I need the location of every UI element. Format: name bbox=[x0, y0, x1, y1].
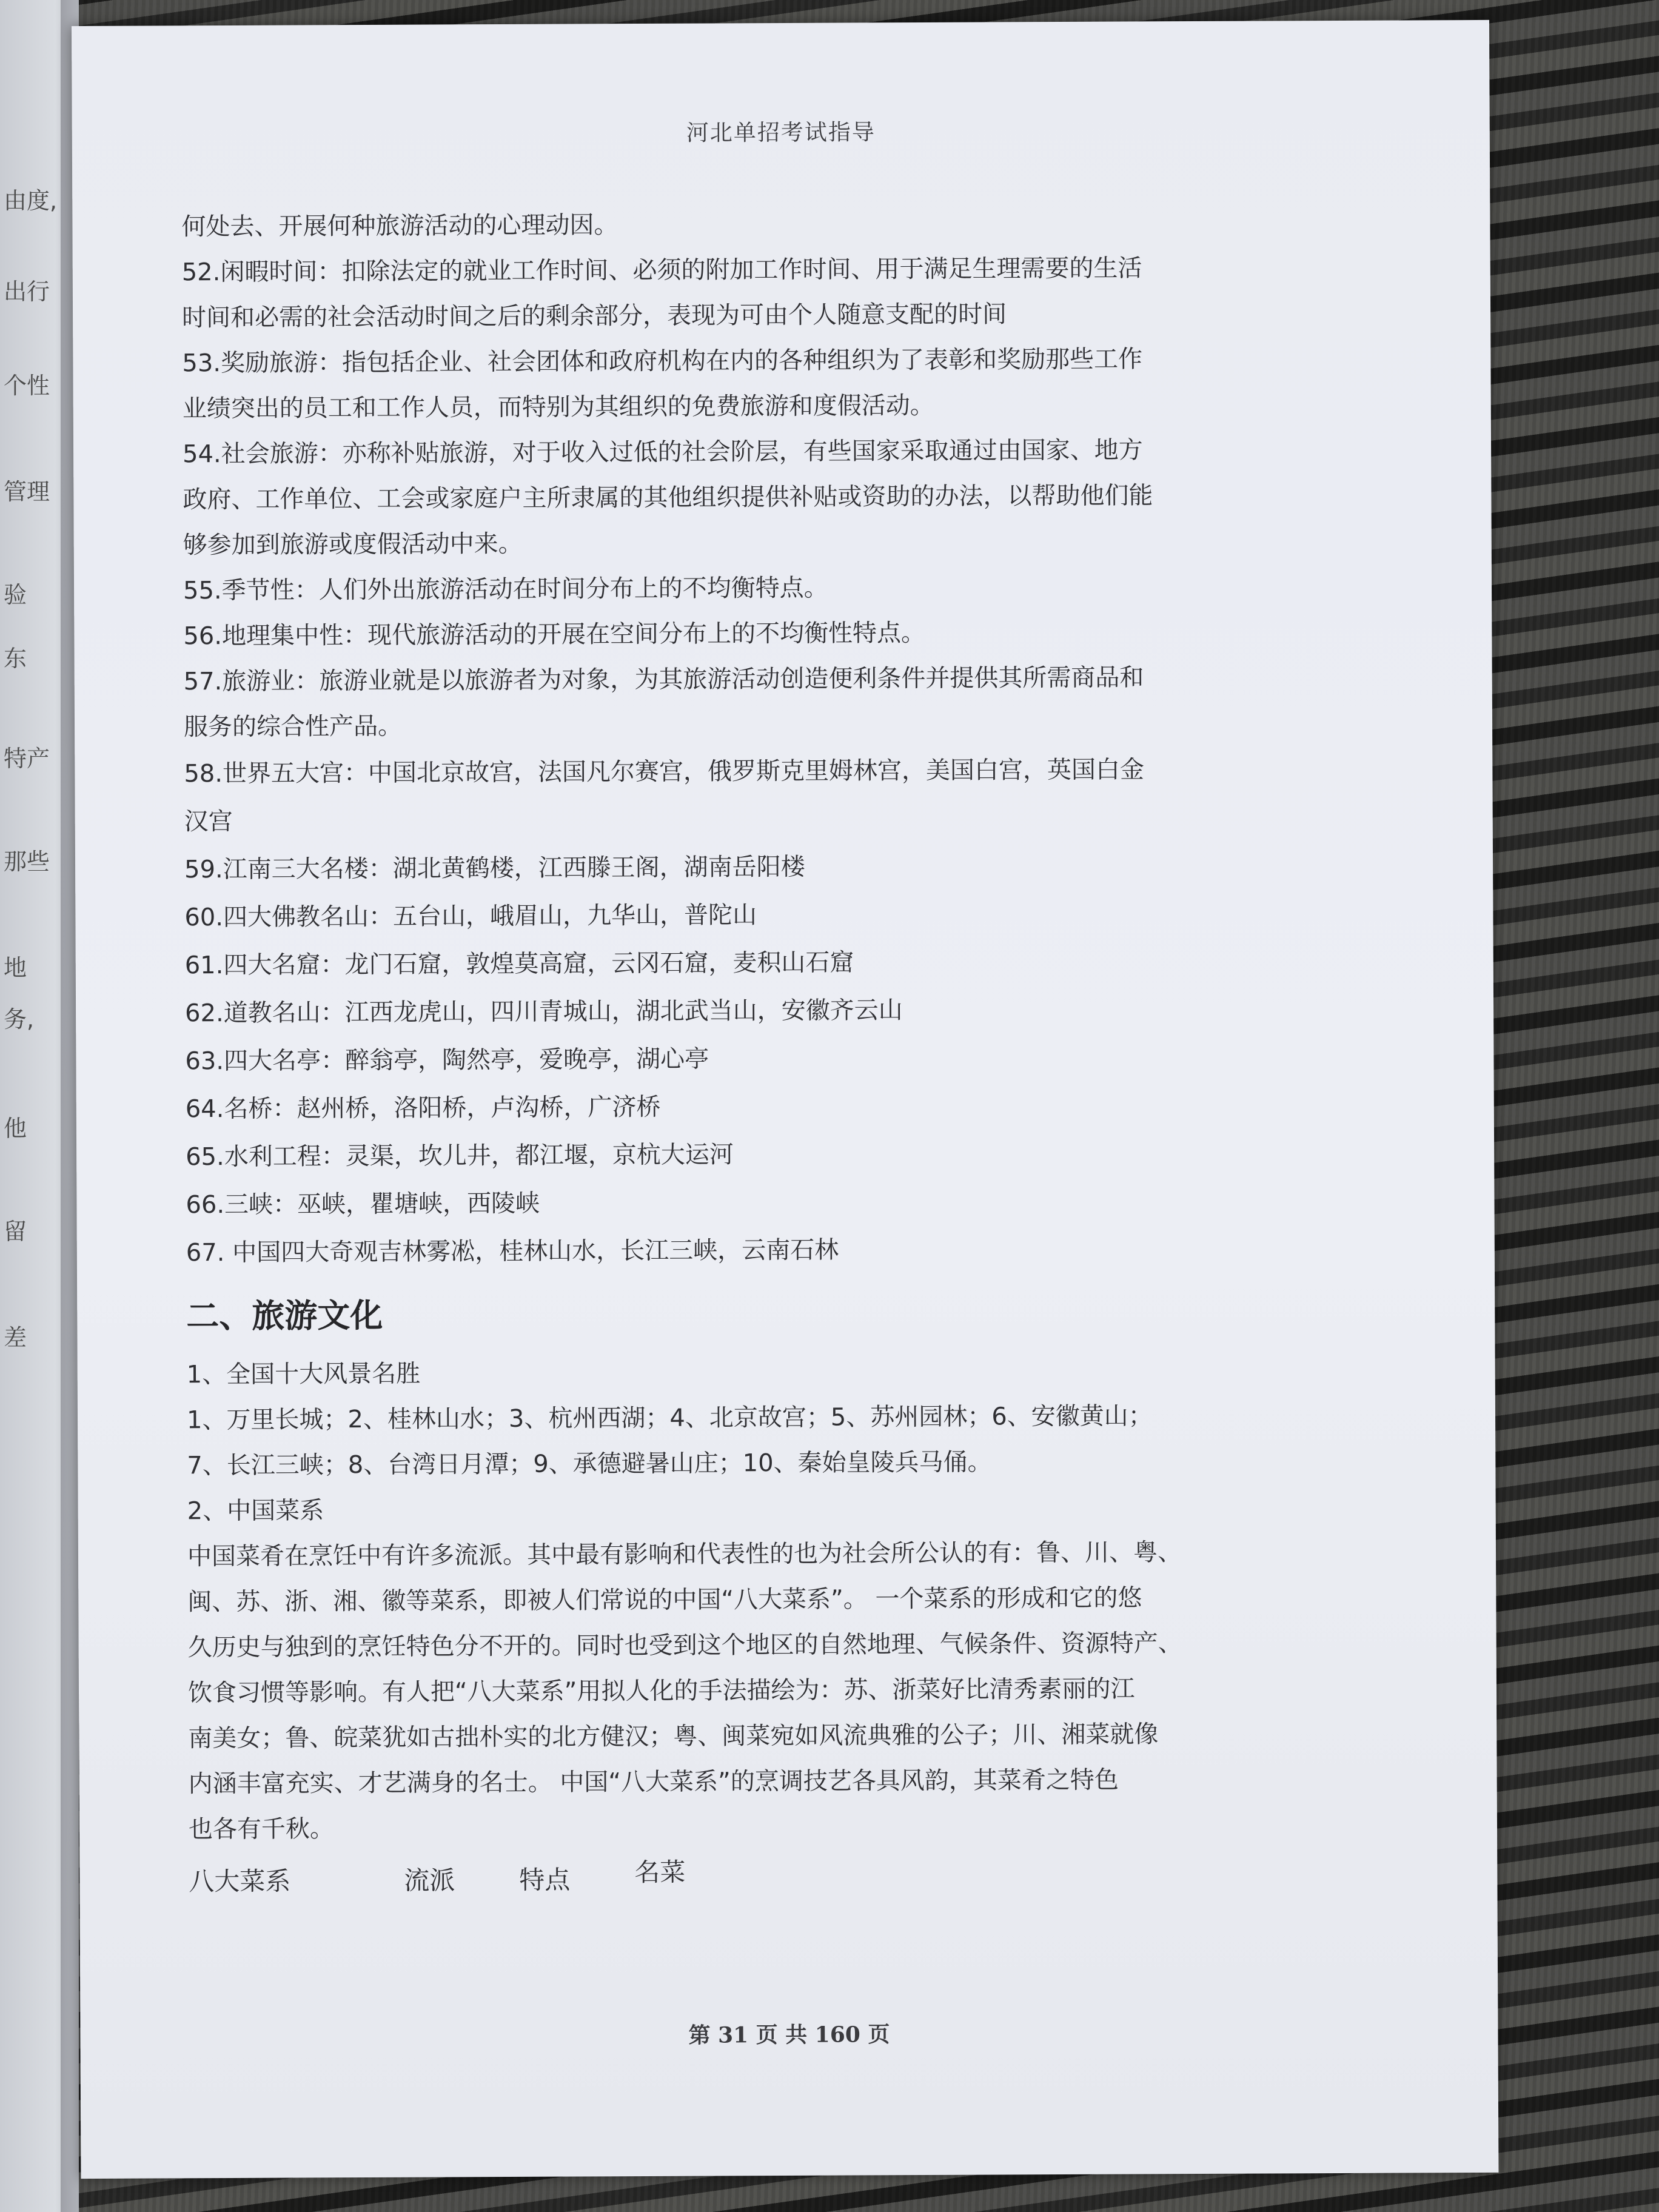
text-line: 够参加到旅游或度假活动中来。 bbox=[183, 529, 523, 560]
page-number-footer: 第 31 页 共 160 页 bbox=[688, 2022, 890, 2048]
left-page-fragment: 留 bbox=[4, 1218, 27, 1245]
left-page-fragment: 验 bbox=[4, 581, 27, 608]
text-line: 1、万里长城；2、桂林山水；3、杭州西湖；4、北京故宫；5、苏州园林；6、安徽黄山； bbox=[186, 1402, 1153, 1435]
left-page-fragment: 务, bbox=[4, 1006, 35, 1033]
left-page-fragment: 东 bbox=[4, 645, 27, 672]
text-line: 60.四大佛教名山：五台山，峨眉山，九华山，普陀山 bbox=[184, 901, 757, 932]
text-line: 55.季节性：人们外出旅游活动在时间分布上的不均衡特点。 bbox=[183, 574, 828, 605]
text-line: 中国菜肴在烹饪中有许多流派。其中最有影响和代表性的也为社会所公认的有：鲁、川、粤、 bbox=[187, 1538, 1182, 1571]
text-line: 65.水利工程：灵渠，坎儿井，都江堰，京杭大运河 bbox=[186, 1141, 734, 1171]
left-page-fragment: 管理 bbox=[4, 478, 50, 505]
text-line: 67. 中国四大奇观吉林雾凇，桂林山水，长江三峡，云南石林 bbox=[186, 1236, 839, 1267]
left-page-fragment: 出行 bbox=[4, 278, 50, 305]
text-line: 53.奖励旅游：指包括企业、社会团体和政府机构在内的各种组织为了表彰和奖励那些工作 bbox=[182, 345, 1143, 378]
text-line: 63.四大名亭：醉翁亭，陶然亭，爱晚亭，湖心亭 bbox=[185, 1045, 709, 1076]
text-line: 久历史与独到的烹饪特色分不开的。同时也受到这个地区的自然地理、气候条件、资源特产、 bbox=[187, 1629, 1182, 1662]
text-line: 何处去、开展何种旅游活动的心理动因。 bbox=[181, 211, 618, 241]
left-page-fragment: 由度, bbox=[4, 187, 58, 214]
text-line: 汉宫 bbox=[184, 807, 233, 836]
text-line: 2、中国菜系 bbox=[187, 1496, 324, 1526]
text-line: 57.旅游业：旅游业就是以旅游者为对象，为其旅游活动创造便利条件并提供其所需商品和 bbox=[183, 663, 1144, 696]
text-line: 闽、苏、浙、湘、徽等菜系，即被人们常说的中国“八大菜系”。 一个菜系的形成和它的悠 bbox=[187, 1584, 1142, 1617]
text-line: 52.闲暇时间：扣除法定的就业工作时间、必须的附加工作时间、用于满足生理需要的生活 bbox=[181, 254, 1142, 287]
left-page-fragment: 他 bbox=[4, 1115, 27, 1142]
column-header: 名菜 bbox=[634, 1857, 686, 1888]
left-page-fragment: 差 bbox=[4, 1324, 27, 1351]
text-line: 7、长江三峡；8、台湾日月潭；9、承德避暑山庄；10、秦始皇陵兵马俑。 bbox=[187, 1448, 992, 1480]
text-line: 时间和必需的社会活动时间之后的剩余部分，表现为可由个人随意支配的时间 bbox=[182, 300, 1007, 332]
left-page-fragment: 那些 bbox=[4, 848, 50, 875]
text-line: 54.社会旅游：亦称补贴旅游，对于收入过低的社会阶层，有些国家采取通过由国家、地方 bbox=[182, 436, 1143, 469]
text-line: 64.名桥：赵州桥，洛阳桥，卢沟桥，广济桥 bbox=[185, 1093, 661, 1124]
column-header: 八大菜系 bbox=[189, 1866, 291, 1897]
text-line: 业绩突出的员工和工作人员，而特别为其组织的免费旅游和度假活动。 bbox=[182, 391, 934, 423]
text-line: 62.道教名山：江西龙虎山，四川青城山，湖北武当山，安徽齐云山 bbox=[185, 996, 903, 1028]
text-line: 66.三峡：巫峡，瞿塘峡，西陵峡 bbox=[186, 1189, 540, 1219]
column-header: 流派 bbox=[404, 1865, 455, 1895]
text-line: 58.世界五大宫：中国北京故宫，法国凡尔赛宫，俄罗斯克里姆林宫，美国白宫，英国白金 bbox=[184, 756, 1145, 788]
text-line: 59.江南三大名楼：湖北黄鹤楼，江西滕王阁，湖南岳阳楼 bbox=[184, 853, 805, 884]
page-body bbox=[181, 199, 1341, 1906]
text-line: 也各有千秋。 bbox=[188, 1815, 335, 1844]
left-page-fragment: 地 bbox=[4, 954, 27, 981]
column-header: 特点 bbox=[519, 1865, 571, 1895]
book-page bbox=[72, 20, 1498, 2179]
text-line: 内涵丰富充实、才艺满身的名士。 中国“八大菜系”的烹调技艺各具风韵，其菜肴之特色 bbox=[188, 1766, 1119, 1798]
cuisine-table-header bbox=[189, 1852, 1341, 1906]
left-page-fragment: 特产 bbox=[4, 745, 50, 772]
text-line: 服务的综合性产品。 bbox=[183, 712, 403, 742]
text-line: 政府、工作单位、工会或家庭户主所隶属的其他组织提供补贴或资助的办法，以帮助他们能 bbox=[183, 481, 1153, 514]
section-heading: 二、旅游文化 bbox=[186, 1296, 383, 1336]
text-line: 1、全国十大风景名胜 bbox=[186, 1359, 421, 1389]
left-page-fragment: 个性 bbox=[4, 372, 50, 399]
running-header: 河北单招考试指导 bbox=[686, 119, 876, 146]
text-line: 饮食习惯等影响。有人把“八大菜系”用拟人化的手法描绘为：苏、浙菜好比清秀素丽的江 bbox=[187, 1675, 1135, 1708]
text-line: 61.四大名窟：龙门石窟，敦煌莫高窟，云冈石窟，麦积山石窟 bbox=[184, 948, 854, 980]
text-line: 56.地理集中性：现代旅游活动的开展在空间分布上的不均衡性特点。 bbox=[183, 618, 926, 651]
text-line: 南美女；鲁、皖菜犹如古拙朴实的北方健汉；粤、闽菜宛如风流典雅的公子；川、湘菜就像 bbox=[188, 1720, 1159, 1753]
